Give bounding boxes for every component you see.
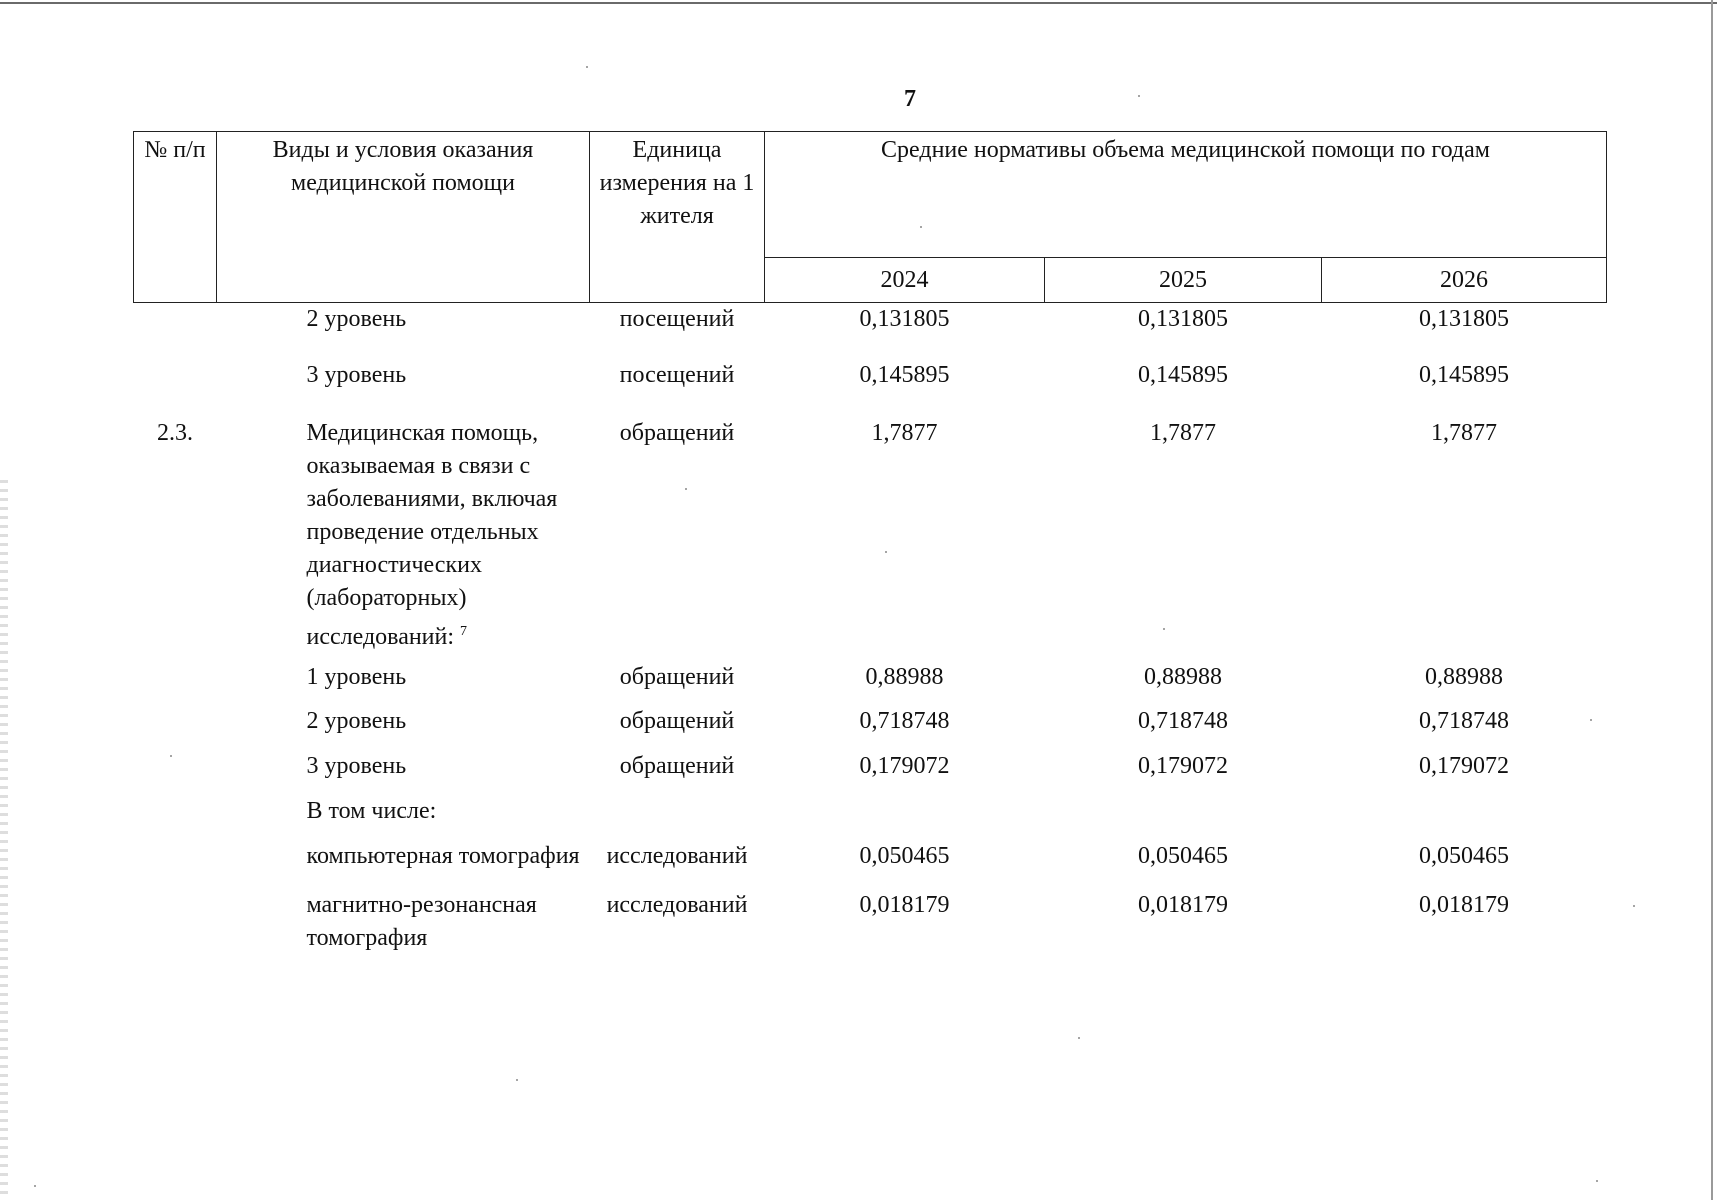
scan-top-border	[0, 2, 1717, 4]
row-kind	[307, 417, 590, 654]
value-2026: 0,050465	[1419, 843, 1509, 869]
row-number	[134, 359, 217, 415]
value-2026: 0,018179	[1419, 892, 1509, 918]
scan-speck	[885, 551, 887, 553]
value-2025: 0,88988	[1144, 664, 1222, 690]
value-2025: 0,179072	[1138, 753, 1228, 779]
value-2024: 0,145895	[859, 362, 950, 388]
value-2026: 0,131805	[1419, 306, 1509, 332]
value-2025: 0,050465	[1138, 843, 1228, 869]
row-kind: 1 уровень	[306, 664, 407, 690]
value-2026: 0,145895	[1419, 362, 1509, 388]
scan-speck	[920, 226, 922, 228]
row-number	[134, 795, 217, 840]
row-number	[134, 705, 217, 750]
scan-left-edge	[0, 480, 8, 1200]
value-2026: 0,88988	[1425, 664, 1503, 690]
value-2024: 0,018179	[859, 892, 950, 918]
value-2026: 1,7877	[1431, 420, 1497, 446]
row-unit	[590, 795, 765, 840]
header-norms: Средние нормативы объема медицинской помощи по годам	[765, 132, 1607, 258]
row-number	[134, 840, 217, 889]
table-row	[134, 661, 1607, 705]
scan-speck	[34, 1185, 36, 1187]
value-2025: 0,145895	[1138, 362, 1228, 388]
scan-speck	[1596, 1180, 1598, 1182]
row-kind: 2 уровень	[306, 306, 407, 332]
scan-speck	[1633, 905, 1635, 907]
header-year: 2024	[765, 258, 1045, 303]
row-kind: компьютерная томография	[306, 843, 580, 869]
row-unit: обращений	[619, 708, 735, 734]
page-number: 7	[904, 86, 916, 112]
table-row	[134, 840, 1607, 889]
row-number	[134, 661, 217, 705]
footnote-marker: 7	[460, 624, 468, 639]
norms-table	[133, 131, 1607, 959]
row-unit: исследований	[606, 892, 748, 918]
row-unit: обращений	[619, 664, 735, 690]
scan-speck	[586, 66, 588, 68]
header-year: 2026	[1322, 258, 1607, 303]
row-number	[134, 303, 217, 360]
scan-speck	[1138, 95, 1140, 97]
row-kind-cell	[217, 415, 590, 661]
value-2025: 0,131805	[1138, 306, 1228, 332]
row-number	[134, 889, 217, 959]
value-2025	[1045, 795, 1322, 840]
row-kind-text: Медицинская помощь, оказываемая в связи с заболеваниями, включая проведение отдельных диагностических (лабораторных) исследований:	[306, 420, 558, 650]
value-2024: 0,179072	[859, 753, 950, 779]
table-row	[134, 359, 1607, 415]
table-row	[134, 795, 1607, 840]
scan-speck	[685, 488, 687, 490]
table-row	[134, 415, 1607, 661]
scan-speck	[170, 755, 172, 757]
value-2024: 0,050465	[859, 843, 950, 869]
header-num: № п/п	[134, 132, 217, 303]
table-row	[134, 303, 1607, 360]
table-row	[134, 750, 1607, 795]
value-2025: 0,718748	[1138, 708, 1228, 734]
header-kind: Виды и условия оказания медицинской помощи	[217, 132, 590, 303]
table-row	[134, 705, 1607, 750]
row-unit: посещений	[619, 362, 735, 388]
header-unit: Единица измерения на 1 жителя	[590, 132, 765, 303]
row-unit: исследований	[606, 843, 748, 869]
value-2025: 1,7877	[1150, 420, 1216, 446]
scan-speck	[516, 1079, 518, 1081]
value-2024	[765, 795, 1045, 840]
value-2026: 0,179072	[1419, 753, 1509, 779]
row-unit: посещений	[619, 306, 735, 332]
value-2026	[1322, 795, 1607, 840]
row-number: 2.3.	[157, 420, 193, 446]
value-2024: 0,131805	[859, 306, 950, 332]
value-2024: 1,7877	[871, 420, 938, 446]
row-kind: магнитно-резонансная томография	[306, 892, 537, 951]
value-2024: 0,88988	[865, 664, 944, 690]
row-kind: В том числе:	[306, 798, 437, 824]
row-kind: 2 уровень	[306, 708, 407, 734]
table-row	[134, 889, 1607, 959]
row-kind: 3 уровень	[306, 753, 407, 779]
value-2024: 0,718748	[859, 708, 950, 734]
row-number	[134, 750, 217, 795]
row-kind: 3 уровень	[306, 362, 407, 388]
scan-speck	[1163, 628, 1165, 630]
header-year: 2025	[1045, 258, 1322, 303]
row-unit: обращений	[619, 753, 735, 779]
scan-right-border	[1711, 0, 1713, 1200]
value-2025: 0,018179	[1138, 892, 1228, 918]
scan-speck	[1590, 719, 1592, 721]
row-unit: обращений	[619, 420, 735, 446]
value-2026: 0,718748	[1419, 708, 1509, 734]
scan-speck	[1078, 1037, 1080, 1039]
